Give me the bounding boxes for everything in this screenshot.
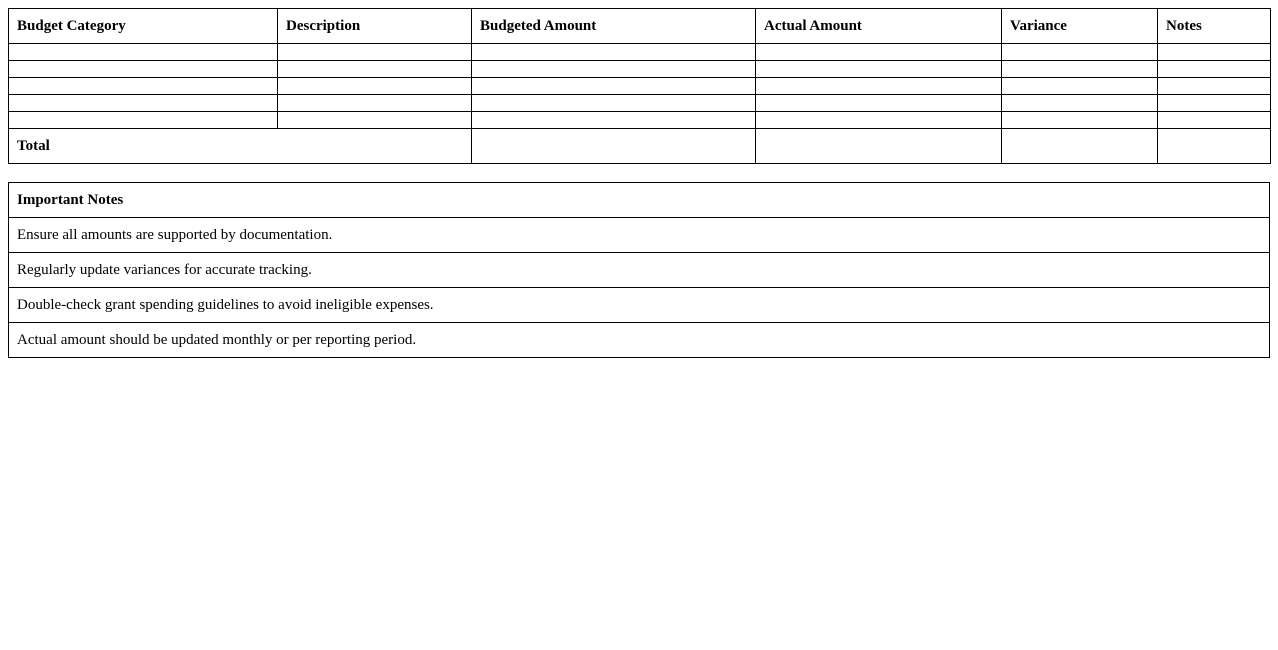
note-row <box>9 253 1270 288</box>
variance-cell[interactable] <box>1002 78 1158 95</box>
budget-category-cell[interactable] <box>9 112 278 129</box>
column-header-actual-amount: Actual Amount <box>756 9 1002 44</box>
description-cell[interactable] <box>278 95 472 112</box>
column-header-variance: Variance <box>1002 9 1158 44</box>
note-row <box>9 218 1270 253</box>
total-label: Total <box>9 129 472 164</box>
notes-cell[interactable] <box>1158 95 1271 112</box>
table-row <box>9 95 1271 112</box>
actual-amount-cell[interactable] <box>756 112 1002 129</box>
total-row <box>9 129 1271 164</box>
note-item: Ensure all amounts are supported by documentation. <box>9 218 1270 253</box>
column-header-budgeted-amount: Budgeted Amount <box>472 9 756 44</box>
budget-table <box>8 8 1271 164</box>
notes-cell[interactable] <box>1158 61 1271 78</box>
note-item: Double-check grant spending guidelines to avoid ineligible expenses. <box>9 288 1270 323</box>
description-cell[interactable] <box>278 44 472 61</box>
variance-cell[interactable] <box>1002 44 1158 61</box>
column-header-description: Description <box>278 9 472 44</box>
budgeted-amount-cell[interactable] <box>472 61 756 78</box>
actual-amount-cell[interactable] <box>756 78 1002 95</box>
actual-amount-cell[interactable] <box>756 95 1002 112</box>
table-row <box>9 44 1271 61</box>
total-budgeted-amount-cell[interactable] <box>472 129 756 164</box>
table-row <box>9 112 1271 129</box>
total-actual-amount-cell[interactable] <box>756 129 1002 164</box>
table-row <box>9 61 1271 78</box>
description-cell[interactable] <box>278 78 472 95</box>
important-notes-table <box>8 182 1270 358</box>
column-header-budget-category: Budget Category <box>9 9 278 44</box>
important-notes-heading: Important Notes <box>9 183 1270 218</box>
budgeted-amount-cell[interactable] <box>472 78 756 95</box>
budget-category-cell[interactable] <box>9 78 278 95</box>
table-row <box>9 78 1271 95</box>
note-item: Actual amount should be updated monthly or per reporting period. <box>9 323 1270 358</box>
notes-cell[interactable] <box>1158 78 1271 95</box>
budget-category-cell[interactable] <box>9 44 278 61</box>
important-notes-header-row <box>9 183 1270 218</box>
column-header-notes: Notes <box>1158 9 1271 44</box>
total-variance-cell[interactable] <box>1002 129 1158 164</box>
description-cell[interactable] <box>278 61 472 78</box>
budget-category-cell[interactable] <box>9 61 278 78</box>
budgeted-amount-cell[interactable] <box>472 95 756 112</box>
actual-amount-cell[interactable] <box>756 44 1002 61</box>
budget-table-header-row <box>9 9 1271 44</box>
notes-cell[interactable] <box>1158 112 1271 129</box>
variance-cell[interactable] <box>1002 61 1158 78</box>
total-notes-cell[interactable] <box>1158 129 1271 164</box>
budgeted-amount-cell[interactable] <box>472 112 756 129</box>
description-cell[interactable] <box>278 112 472 129</box>
note-row <box>9 323 1270 358</box>
budgeted-amount-cell[interactable] <box>472 44 756 61</box>
note-row <box>9 288 1270 323</box>
variance-cell[interactable] <box>1002 95 1158 112</box>
variance-cell[interactable] <box>1002 112 1158 129</box>
actual-amount-cell[interactable] <box>756 61 1002 78</box>
note-item: Regularly update variances for accurate tracking. <box>9 253 1270 288</box>
budget-category-cell[interactable] <box>9 95 278 112</box>
notes-cell[interactable] <box>1158 44 1271 61</box>
